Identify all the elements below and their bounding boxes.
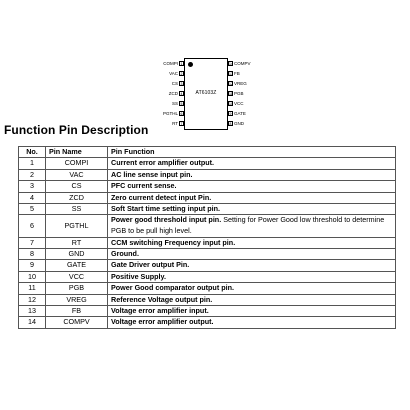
- cell-pin-name: VCC: [46, 271, 108, 282]
- header-pin-function: Pin Function: [108, 147, 396, 158]
- table-row: [19, 169, 396, 180]
- pin-label: VREG: [234, 81, 247, 86]
- pin-number-box: 6: [180, 112, 183, 116]
- cell-no: 8: [19, 249, 46, 260]
- pin-label: FB: [234, 71, 240, 76]
- cell-pin-name: FB: [46, 306, 108, 317]
- pin-label: VCC: [234, 101, 244, 106]
- pin-number-box: 5: [180, 102, 183, 106]
- cell-pin-function: Soft Start time setting input pin.: [108, 204, 396, 215]
- right-pin-10: [228, 100, 268, 107]
- pin-label: ZCD: [168, 91, 178, 96]
- right-pin-11: [228, 90, 268, 97]
- table-row: [19, 294, 396, 305]
- cell-pin-name: ZCD: [46, 192, 108, 203]
- cell-pin-function: [108, 215, 396, 237]
- pin-number-box: 4: [180, 92, 183, 96]
- table-row: [19, 283, 396, 294]
- cell-pin-name: RT: [46, 237, 108, 248]
- cell-pin-function: Current error amplifier output.: [108, 158, 396, 169]
- cell-no: 7: [19, 237, 46, 248]
- right-pin-12: [228, 80, 268, 87]
- cell-no: 9: [19, 260, 46, 271]
- cell-pin-name: PGTHL: [46, 215, 108, 237]
- header-pin-name: Pin Name: [46, 147, 108, 158]
- left-pin-2: [150, 70, 184, 77]
- pin-number-box: 3: [180, 82, 183, 86]
- pin-label: PGTHL: [162, 111, 178, 116]
- pin-number-box: 14: [229, 62, 233, 66]
- ic-body: [184, 58, 228, 130]
- left-pin-6: [150, 110, 184, 117]
- cell-no: 5: [19, 204, 46, 215]
- pin-number-box: 10: [229, 102, 233, 106]
- cell-no: 2: [19, 169, 46, 180]
- cell-pin-name: GATE: [46, 260, 108, 271]
- cell-pin-name: VAC: [46, 169, 108, 180]
- cell-pin-function: Voltage error amplifier output.: [108, 317, 396, 328]
- right-pin-9: [228, 110, 268, 117]
- header-no: No.: [19, 147, 46, 158]
- table-row: [19, 237, 396, 248]
- pin-label: GATE: [234, 111, 246, 116]
- pin-number-box: 2: [180, 72, 183, 76]
- right-pin-14: [228, 60, 268, 67]
- pin-label: COMPV: [234, 61, 251, 66]
- cell-pin-function: CCM switching Frequency input pin.: [108, 237, 396, 248]
- cell-pin-function: AC line sense input pin.: [108, 169, 396, 180]
- table-row: [19, 215, 396, 237]
- left-pin-3: [150, 80, 184, 87]
- section-title: Function Pin Description: [4, 123, 149, 137]
- pin-label: SS: [171, 101, 178, 106]
- pin-label: RT: [172, 121, 178, 126]
- left-pin-1: [150, 60, 184, 67]
- cell-pin-name: COMPI: [46, 158, 108, 169]
- pin-label: GND: [234, 121, 244, 126]
- left-pin-4: [150, 90, 184, 97]
- left-pin-7: [150, 120, 184, 127]
- cell-pin-name: VREG: [46, 294, 108, 305]
- cell-pin-function: Power Good comparator output pin.: [108, 283, 396, 294]
- table-row: [19, 271, 396, 282]
- table-row: [19, 260, 396, 271]
- cell-pin-name: COMPV: [46, 317, 108, 328]
- cell-no: 14: [19, 317, 46, 328]
- pin1-marker-dot: [188, 62, 193, 67]
- table-row: [19, 158, 396, 169]
- left-pin-5: [150, 100, 184, 107]
- pin-number-box: 1: [180, 62, 183, 66]
- cell-no: 1: [19, 158, 46, 169]
- pin-function-text: Power good threshold input pin.: [111, 215, 222, 225]
- right-pin-13: [228, 70, 268, 77]
- cell-no: 4: [19, 192, 46, 203]
- cell-pin-name: SS: [46, 204, 108, 215]
- cell-pin-name: PGB: [46, 283, 108, 294]
- pin-number-box: 9: [229, 112, 232, 116]
- pin-description-table: [18, 146, 396, 329]
- table-row: [19, 317, 396, 328]
- pin-number-box: 8: [229, 122, 232, 126]
- cell-no: 3: [19, 181, 46, 192]
- cell-no: 12: [19, 294, 46, 305]
- cell-no: 11: [19, 283, 46, 294]
- table-row: [19, 192, 396, 203]
- pin-function-note: Setting for Power Good low threshold to determine PGB to be pull high level.: [111, 215, 385, 236]
- table-row: [19, 181, 396, 192]
- cell-pin-function: PFC current sense.: [108, 181, 396, 192]
- pin-label: VAC: [169, 71, 178, 76]
- pin-number-box: 13: [229, 72, 233, 76]
- pin-label: PGB: [234, 91, 244, 96]
- cell-pin-name: GND: [46, 249, 108, 260]
- cell-no: 13: [19, 306, 46, 317]
- pin-number-box: 11: [229, 92, 233, 96]
- table-row: [19, 306, 396, 317]
- ic-package-diagram: [150, 58, 260, 130]
- pin-label: COMPI: [163, 61, 178, 66]
- cell-pin-function: Gate Driver output Pin.: [108, 260, 396, 271]
- cell-no: 6: [19, 215, 46, 237]
- pin-number-box: 12: [229, 82, 233, 86]
- ic-part-number: AT6103Z: [195, 90, 217, 96]
- cell-pin-function: Positive Supply.: [108, 271, 396, 282]
- cell-pin-name: CS: [46, 181, 108, 192]
- cell-pin-function: Voltage error amplifier input.: [108, 306, 396, 317]
- pin-number-box: 7: [180, 122, 183, 126]
- table-row: [19, 249, 396, 260]
- cell-pin-function: Zero current detect input Pin.: [108, 192, 396, 203]
- pin-label: CS: [171, 81, 178, 86]
- right-pin-8: [228, 120, 268, 127]
- table-row: [19, 204, 396, 215]
- cell-pin-function: Reference Voltage output pin.: [108, 294, 396, 305]
- table-header-row: [19, 147, 396, 158]
- cell-pin-function: Ground.: [108, 249, 396, 260]
- cell-no: 10: [19, 271, 46, 282]
